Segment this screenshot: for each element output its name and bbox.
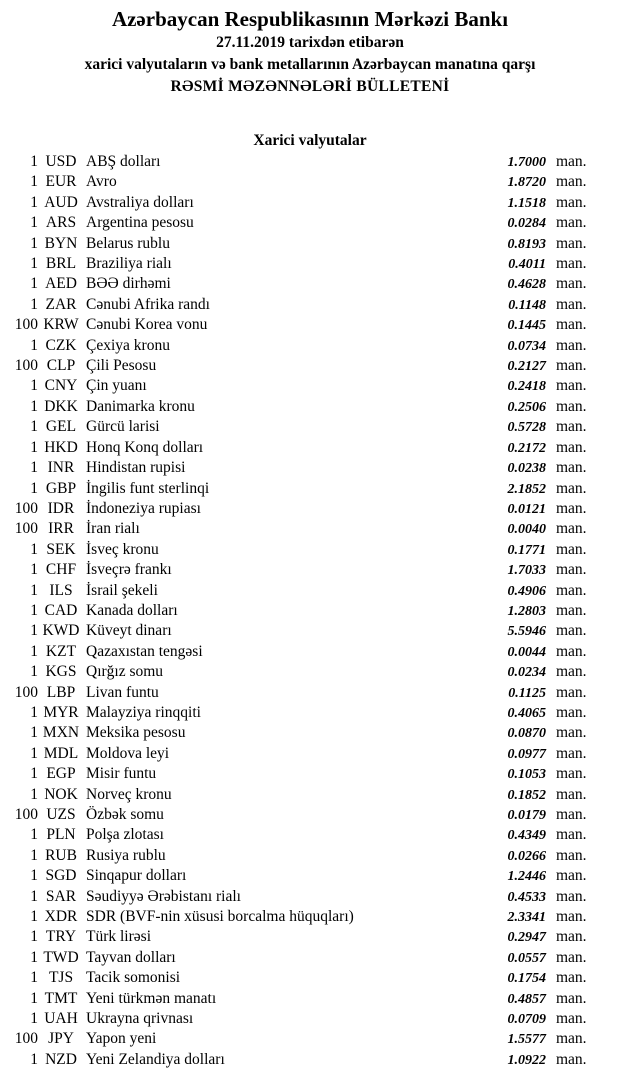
- unit-cell: man.: [556, 214, 587, 232]
- name-cell: Qırğız somu: [86, 663, 164, 681]
- unit-cell: man.: [556, 724, 587, 742]
- bulletin-title: RƏSMİ MƏZƏNNƏLƏRİ BÜLLETENİ: [170, 78, 450, 95]
- qty-cell: 1: [30, 581, 38, 599]
- qty-cell: 1: [30, 642, 38, 660]
- qty-cell: 1: [30, 928, 38, 946]
- rate-cell: 0.1771: [507, 542, 546, 558]
- name-cell: Səudiyyə Ərəbistanı rialı: [86, 887, 241, 905]
- table-row: [0, 234, 620, 254]
- rate-cell: 0.1053: [507, 767, 546, 783]
- rate-cell: 0.0266: [507, 848, 546, 864]
- rate-cell: 1.7000: [507, 155, 546, 170]
- rate-cell: 0.8193: [507, 236, 546, 252]
- code-cell: JPY: [48, 1030, 74, 1048]
- table-row: [0, 887, 620, 907]
- unit-cell: man.: [556, 908, 587, 926]
- qty-cell: 1: [30, 601, 38, 619]
- unit-cell: man.: [556, 234, 587, 252]
- rate-cell: 1.1518: [507, 195, 546, 211]
- qty-cell: 1: [30, 377, 38, 395]
- name-cell: Livan funtu: [86, 683, 159, 701]
- rate-cell: 0.2506: [507, 399, 546, 415]
- unit-cell: man.: [556, 642, 587, 660]
- code-cell: UZS: [46, 806, 76, 823]
- code-cell: INR: [47, 459, 75, 477]
- unit-cell: man.: [556, 499, 587, 517]
- name-cell: Ukrayna qrivnası: [86, 1010, 194, 1028]
- qty-cell: 1: [30, 948, 38, 966]
- rate-cell: 0.4011: [508, 257, 546, 273]
- rate-cell: 0.2172: [507, 440, 546, 456]
- name-cell: Argentina pesosu: [86, 214, 194, 232]
- qty-cell: 1: [30, 153, 38, 170]
- name-cell: Avro: [86, 173, 117, 191]
- table-row: [0, 295, 620, 315]
- table-row: [0, 805, 620, 825]
- unit-cell: man.: [556, 438, 587, 456]
- code-cell: CHF: [45, 561, 77, 579]
- name-cell: İran rialı: [86, 520, 140, 538]
- qty-cell: 1: [30, 479, 38, 497]
- table-row: [0, 601, 620, 621]
- section-title-foreign-currencies: Xarici valyutalar: [253, 132, 367, 149]
- qty-cell: 1: [30, 703, 38, 721]
- table-row: [0, 968, 620, 988]
- name-cell: İngilis funt sterlinqi: [86, 479, 210, 497]
- name-cell: Qazaxıstan tengəsi: [86, 642, 203, 660]
- name-cell: Cənubi Afrika randı: [86, 295, 210, 313]
- name-cell: Rusiya rublu: [86, 846, 166, 864]
- unit-cell: man.: [556, 785, 587, 803]
- rate-cell: 1.5577: [507, 1032, 546, 1048]
- rate-cell: 0.1852: [507, 787, 546, 803]
- name-cell: Polşa zlotası: [86, 826, 164, 844]
- unit-cell: man.: [556, 418, 587, 436]
- rate-cell: 0.0557: [507, 950, 546, 966]
- name-cell: Çili Pesosu: [86, 357, 157, 375]
- table-row: [0, 927, 620, 947]
- code-cell: ARS: [45, 214, 77, 232]
- name-cell: İsrail şekeli: [86, 581, 158, 599]
- code-cell: ZAR: [45, 295, 77, 313]
- bank-name-title: Azərbaycan Respublikasının Mərkəzi Bankı: [111, 7, 509, 31]
- table-row: [0, 172, 620, 192]
- table-row: [0, 785, 620, 805]
- qty-cell: 100: [14, 683, 38, 701]
- rate-cell: 0.4628: [507, 277, 546, 293]
- table-row: [0, 907, 620, 927]
- code-cell: AUD: [44, 193, 78, 211]
- code-cell: NZD: [45, 1050, 77, 1068]
- qty-cell: 1: [30, 234, 38, 252]
- name-cell: İndoneziya rupiası: [86, 499, 201, 517]
- unit-cell: man.: [556, 377, 587, 395]
- name-cell: Hindistan rupisi: [86, 459, 186, 477]
- rate-cell: 0.1445: [507, 318, 546, 334]
- code-cell: RUB: [45, 846, 77, 864]
- unit-cell: man.: [556, 459, 587, 477]
- rate-cell: 0.4533: [507, 889, 546, 905]
- rate-cell: 1.2803: [507, 603, 546, 619]
- code-cell: TJS: [48, 969, 74, 987]
- table-row: [0, 1009, 620, 1029]
- unit-cell: man.: [556, 540, 587, 558]
- table-row: [0, 356, 620, 376]
- rate-cell: 0.0870: [507, 726, 546, 742]
- rate-cell: 0.0284: [507, 216, 546, 232]
- code-cell: GBP: [45, 479, 77, 497]
- rate-cell: 2.3341: [507, 910, 546, 926]
- rate-cell: 0.4065: [507, 705, 546, 721]
- code-cell: KRW: [43, 316, 79, 334]
- rate-cell: 0.5728: [507, 420, 546, 436]
- name-cell: SDR (BVF-nin xüsusi borcalma hüquqları): [86, 908, 354, 926]
- unit-cell: man.: [556, 663, 587, 681]
- qty-cell: 1: [30, 989, 38, 1007]
- name-cell: Tacik somonisi: [86, 969, 181, 987]
- rates-table: [0, 152, 620, 1070]
- unit-cell: man.: [556, 969, 587, 987]
- code-cell: GEL: [45, 418, 77, 436]
- rate-cell: 0.4349: [507, 828, 546, 844]
- table-row: [0, 764, 620, 784]
- qty-cell: 1: [30, 275, 38, 293]
- qty-cell: 1: [30, 438, 38, 456]
- unit-cell: man.: [556, 683, 587, 701]
- name-cell: Braziliya rialı: [86, 255, 172, 273]
- table-row: [0, 723, 620, 743]
- rate-cell: 0.1125: [508, 685, 546, 701]
- qty-cell: 100: [14, 1030, 38, 1048]
- code-cell: TWD: [43, 948, 79, 966]
- name-cell: Meksika pesosu: [86, 724, 186, 742]
- unit-cell: man.: [556, 948, 587, 966]
- qty-cell: 1: [30, 214, 38, 232]
- unit-cell: man.: [556, 601, 587, 619]
- code-cell: XDR: [44, 908, 78, 926]
- code-cell: CAD: [44, 601, 78, 619]
- unit-cell: man.: [556, 806, 587, 823]
- qty-cell: 1: [30, 785, 38, 803]
- table-row: [0, 315, 620, 335]
- name-cell: Sinqapur dolları: [86, 867, 187, 885]
- name-cell: Misir funtu: [86, 765, 157, 783]
- table-row: [0, 479, 620, 499]
- code-cell: UAH: [44, 1010, 78, 1028]
- rate-cell: 0.2127: [507, 359, 546, 375]
- rate-cell: 0.0734: [507, 338, 546, 354]
- qty-cell: 1: [30, 663, 38, 681]
- unit-cell: man.: [556, 479, 587, 497]
- unit-cell: man.: [556, 581, 587, 599]
- name-cell: Malayziya rinqqiti: [86, 703, 201, 721]
- table-row: [0, 581, 620, 601]
- table-row: [0, 642, 620, 662]
- name-cell: BƏƏ dirhəmi: [86, 275, 171, 293]
- qty-cell: 1: [30, 1050, 38, 1068]
- unit-cell: man.: [556, 928, 587, 946]
- table-row: [0, 989, 620, 1009]
- table-row: [0, 948, 620, 968]
- table-row: [0, 683, 620, 703]
- name-cell: Kanada dolları: [86, 601, 178, 619]
- qty-cell: 1: [30, 765, 38, 783]
- name-cell: Honq Konq dolları: [86, 438, 204, 456]
- name-cell: ABŞ dolları: [86, 153, 161, 170]
- table-row: [0, 397, 620, 417]
- qty-cell: 100: [14, 316, 38, 334]
- name-cell: İsveçrə frankı: [86, 561, 172, 579]
- code-cell: CLP: [46, 357, 76, 375]
- table-row: [0, 744, 620, 764]
- qty-cell: 1: [30, 193, 38, 211]
- rate-cell: 0.0179: [507, 808, 546, 823]
- unit-cell: man.: [556, 703, 587, 721]
- name-cell: Danimarka kronu: [86, 397, 195, 415]
- qty-cell: 100: [14, 499, 38, 517]
- qty-cell: 1: [30, 255, 38, 273]
- rate-cell: 1.8720: [507, 175, 546, 191]
- unit-cell: man.: [556, 744, 587, 762]
- code-cell: PLN: [46, 826, 76, 844]
- unit-cell: man.: [556, 989, 587, 1007]
- rate-cell: 0.1148: [508, 297, 546, 313]
- code-cell: TMT: [44, 989, 78, 1007]
- unit-cell: man.: [556, 153, 587, 170]
- unit-cell: man.: [556, 867, 587, 885]
- code-cell: SGD: [45, 867, 77, 885]
- table-row: [0, 213, 620, 233]
- code-cell: USD: [45, 153, 77, 170]
- name-cell: Küveyt dinarı: [86, 622, 172, 640]
- rate-cell: 0.1754: [507, 971, 546, 987]
- code-cell: NOK: [44, 785, 78, 803]
- unit-cell: man.: [556, 173, 587, 191]
- code-cell: AED: [45, 275, 77, 293]
- table-row: [0, 703, 620, 723]
- qty-cell: 1: [30, 887, 38, 905]
- code-cell: TRY: [45, 928, 77, 946]
- unit-cell: man.: [556, 887, 587, 905]
- table-row: [0, 825, 620, 845]
- qty-cell: 1: [30, 540, 38, 558]
- unit-cell: man.: [556, 336, 587, 354]
- unit-cell: man.: [556, 1010, 587, 1028]
- table-row: [0, 1029, 620, 1049]
- table-row: [0, 193, 620, 213]
- qty-cell: 1: [30, 908, 38, 926]
- table-row: [0, 458, 620, 478]
- unit-cell: man.: [556, 1030, 587, 1048]
- table-row: [0, 621, 620, 641]
- table-row: [0, 846, 620, 866]
- code-cell: CNY: [44, 377, 78, 395]
- unit-cell: man.: [556, 193, 587, 211]
- rate-cell: 1.2446: [507, 869, 546, 885]
- table-row: [0, 662, 620, 682]
- unit-cell: man.: [556, 1050, 587, 1068]
- name-cell: Yeni türkmən manatı: [86, 989, 217, 1007]
- qty-cell: 100: [14, 520, 38, 538]
- table-row: [0, 417, 620, 437]
- table-row: [0, 560, 620, 580]
- rate-cell: 1.7033: [507, 563, 546, 579]
- code-cell: MDL: [43, 744, 79, 762]
- code-cell: CZK: [45, 336, 77, 354]
- qty-cell: 1: [30, 418, 38, 436]
- code-cell: BRL: [45, 255, 77, 273]
- qty-cell: 1: [30, 173, 38, 191]
- code-cell: KZT: [45, 642, 77, 660]
- name-cell: Türk lirəsi: [86, 928, 151, 946]
- qty-cell: 1: [30, 744, 38, 762]
- name-cell: Yeni Zelandiya dolları: [86, 1050, 225, 1068]
- table-row: [0, 254, 620, 274]
- code-cell: LBP: [46, 683, 76, 701]
- qty-cell: 100: [14, 357, 38, 375]
- qty-cell: 1: [30, 846, 38, 864]
- table-row: [0, 866, 620, 886]
- unit-cell: man.: [556, 561, 587, 579]
- rate-cell: 0.0121: [507, 501, 546, 517]
- rate-cell: 0.0040: [507, 522, 546, 538]
- table-row: [0, 540, 620, 560]
- code-cell: IRR: [48, 520, 74, 538]
- table-row: [0, 519, 620, 539]
- code-cell: SAR: [45, 887, 77, 905]
- table-row: [0, 336, 620, 356]
- qty-cell: 1: [30, 622, 38, 640]
- name-cell: Çexiya kronu: [86, 336, 170, 354]
- unit-cell: man.: [556, 255, 587, 273]
- name-cell: Avstraliya dolları: [86, 193, 194, 211]
- unit-cell: man.: [556, 295, 587, 313]
- name-cell: Gürcü larisi: [86, 418, 160, 436]
- code-cell: ILS: [49, 581, 73, 599]
- qty-cell: 100: [14, 806, 38, 823]
- unit-cell: man.: [556, 826, 587, 844]
- name-cell: Tayvan dolları: [86, 948, 176, 966]
- table-row: [0, 438, 620, 458]
- name-cell: Özbək somu: [86, 806, 164, 823]
- unit-cell: man.: [556, 316, 587, 334]
- qty-cell: 1: [30, 295, 38, 313]
- name-cell: Yapon yeni: [86, 1030, 157, 1048]
- code-cell: HKD: [44, 438, 78, 456]
- code-cell: SEK: [46, 540, 76, 558]
- code-cell: BYN: [44, 234, 78, 252]
- code-cell: DKK: [44, 397, 78, 415]
- rate-cell: 0.2947: [507, 930, 546, 946]
- name-cell: Çin yuanı: [86, 377, 147, 395]
- unit-cell: man.: [556, 520, 587, 538]
- rate-cell: 5.5946: [507, 624, 546, 640]
- qty-cell: 1: [30, 1010, 38, 1028]
- table-row: [0, 274, 620, 294]
- qty-cell: 1: [30, 724, 38, 742]
- rate-cell: 0.4857: [507, 991, 546, 1007]
- unit-cell: man.: [556, 275, 587, 293]
- unit-cell: man.: [556, 357, 587, 375]
- rate-cell: 0.0709: [507, 1012, 546, 1028]
- subtitle-line: xarici valyutaların və bank metallarının Azərbaycan manatına qarşı: [84, 56, 536, 73]
- effective-date-line: 27.11.2019 tarixdən etibarən: [216, 34, 404, 51]
- code-cell: IDR: [47, 499, 75, 517]
- rate-cell: 0.0234: [507, 665, 546, 681]
- table-row: [0, 376, 620, 396]
- bulletin-header: [0, 0, 620, 98]
- name-cell: Moldova leyi: [86, 744, 170, 762]
- rate-cell: 0.0044: [507, 644, 546, 660]
- name-cell: İsveç kronu: [86, 540, 159, 558]
- name-cell: Belarus rublu: [86, 234, 170, 252]
- qty-cell: 1: [30, 397, 38, 415]
- unit-cell: man.: [556, 846, 587, 864]
- code-cell: KGS: [45, 663, 77, 681]
- rate-cell: 0.0238: [507, 461, 546, 477]
- qty-cell: 1: [30, 336, 38, 354]
- rate-cell: 1.0922: [507, 1052, 546, 1068]
- code-cell: EGP: [46, 765, 76, 783]
- code-cell: KWD: [42, 622, 80, 640]
- table-row: [0, 499, 620, 519]
- rate-cell: 0.4906: [507, 583, 546, 599]
- qty-cell: 1: [30, 867, 38, 885]
- qty-cell: 1: [30, 459, 38, 477]
- rate-cell: 0.0977: [507, 746, 546, 762]
- unit-cell: man.: [556, 397, 587, 415]
- unit-cell: man.: [556, 622, 587, 640]
- rate-cell: 0.2418: [507, 379, 546, 395]
- table-row: [0, 152, 620, 172]
- code-cell: EUR: [45, 173, 77, 191]
- qty-cell: 1: [30, 969, 38, 987]
- table-row: [0, 1050, 620, 1070]
- rate-cell: 2.1852: [507, 481, 546, 497]
- name-cell: Cənubi Korea vonu: [86, 316, 208, 334]
- qty-cell: 1: [30, 826, 38, 844]
- qty-cell: 1: [30, 561, 38, 579]
- code-cell: MXN: [42, 724, 80, 742]
- name-cell: Norveç kronu: [86, 785, 172, 803]
- code-cell: MYR: [43, 703, 79, 721]
- unit-cell: man.: [556, 765, 587, 783]
